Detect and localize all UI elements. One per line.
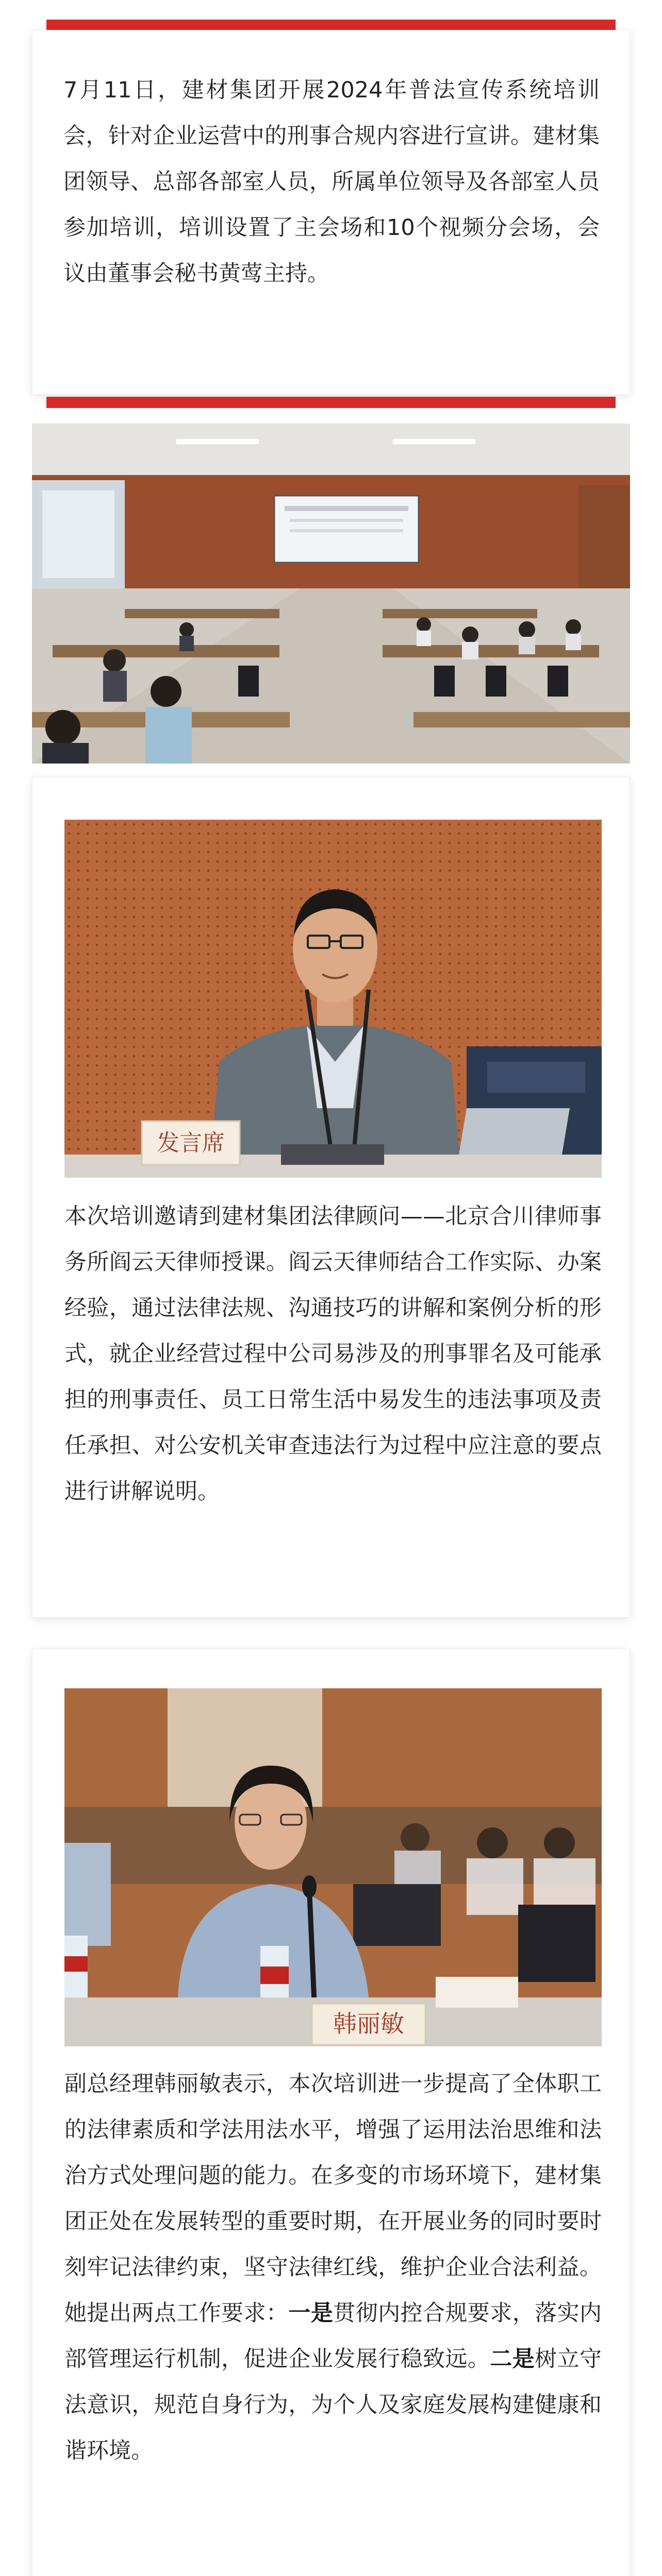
lawyer-photo — [64, 820, 602, 1178]
point-two-text: 树立守法意识，规范自身行为，为个人及家庭发展构建健康和谐环境。 — [64, 2346, 602, 2464]
meeting-room-photo — [32, 423, 630, 764]
deputy-photo — [64, 1688, 602, 2046]
deputy-card — [32, 1649, 630, 2576]
lawyer-nameplate: 发言席 — [157, 1130, 225, 1156]
lawyer-card — [32, 777, 630, 1618]
deputy-nameplate: 韩丽敏 — [333, 2010, 404, 2038]
point-one-lead: 一是 — [288, 2300, 334, 2326]
lawyer-paragraph: 本次培训邀请到建材集团法律顾问——北京合川律师事务所阎云天律师授课。阎云天律师结合工作实际、办案经验，通过法律法规、沟通技巧的讲解和案例分析的形式，就企业经营过程中公司易涉及的刑事罪名及可能承担的刑事责任、员工日常生活中易发生的违法事项及责任承担、对公安机关审查违法行为过程中应注意的要点进行讲解说明。 — [64, 1204, 602, 1504]
point-one-text: 贯彻内控合规要求，落实内部管理运行机制，促进企业发展行稳致远。 — [64, 2300, 602, 2372]
deputy-paragraph-intro: 副总经理韩丽敏表示，本次培训进一步提高了全体职工的法律素质和学法用法水平，增强了运用法治思维和法治方式处理问题的能力。在多变的市场环境下，建材集团正处在发展转型的重要时期，在开展业务的同时要时刻牢记法律约束，坚守法律红线，维护企业合法利益。她提出两点工作要求： — [64, 2071, 602, 2326]
intro-card — [32, 30, 630, 395]
top-red-bar — [46, 20, 616, 31]
deputy-paragraph — [64, 2061, 602, 2474]
intro-bottom-red-bar — [46, 397, 616, 408]
point-two-lead: 二是 — [490, 2346, 535, 2372]
intro-paragraph: 7月11日，建材集团开展2024年普法宣传系统培训会，针对企业运营中的刑事合规内容进行宣讲。建材集团领导、总部各部室人员，所属单位领导及各部室人员参加培训，培训设置了主会场和10个视频分会场，会议由董事会秘书黄莺主持。 — [63, 77, 600, 286]
